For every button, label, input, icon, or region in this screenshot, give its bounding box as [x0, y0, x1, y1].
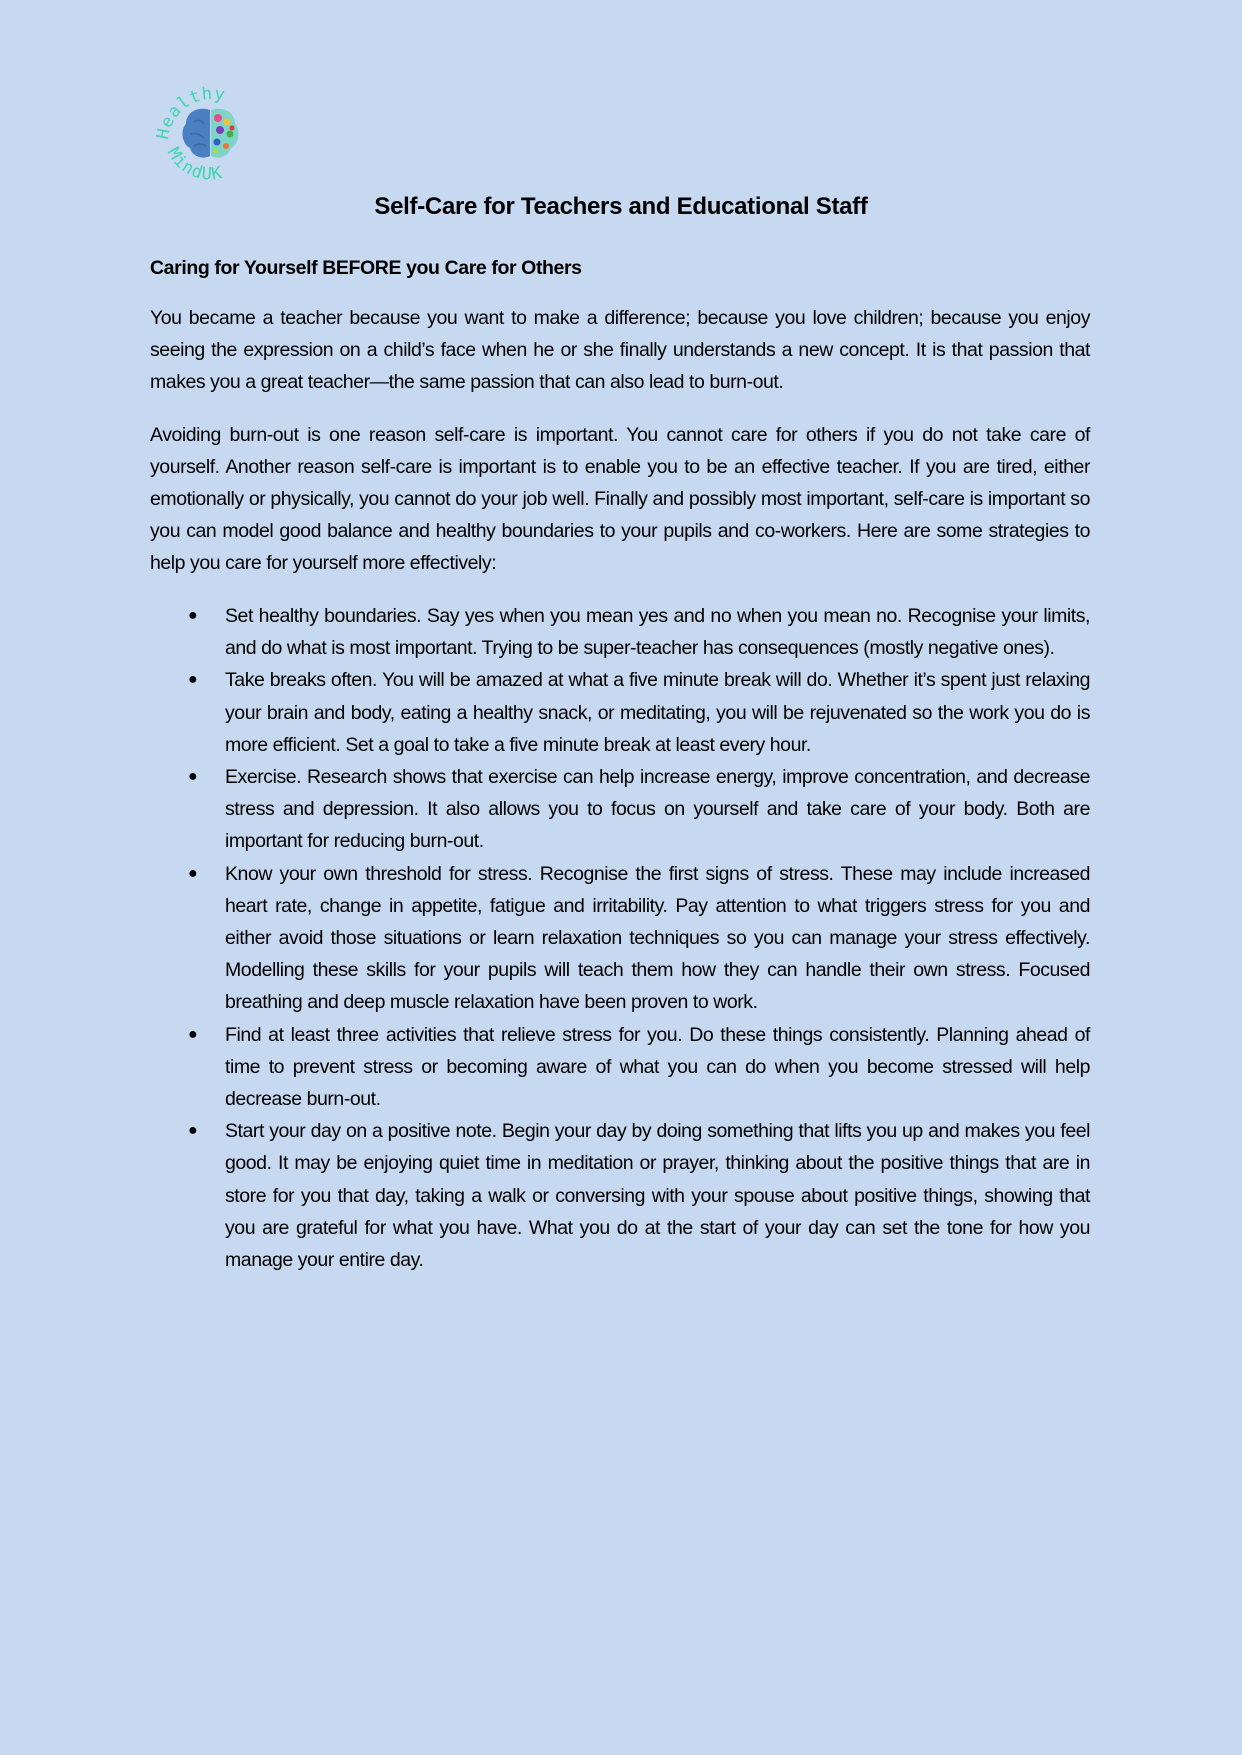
list-item-text: Take breaks often. You will be amazed at what a five minute break will do. Whether it’s spent just relaxing your brain and body, eating a healthy snack, or meditating, you will be rejuvenated so the work you do is more efficient. Set a goal to take a five minute break at least every hour.	[225, 669, 1090, 756]
list-item	[150, 858, 1090, 1019]
list-item	[150, 600, 1090, 664]
page-title: Self-Care for Teachers and Educational Staff	[374, 193, 868, 220]
list-item-text: Exercise. Research shows that exercise can help increase energy, improve concentration, and decrease stress and depression. It also allows you to focus on yourself and take care of your body. Both are important for reducing burn-out.	[225, 766, 1090, 853]
reasons-paragraph: Avoiding burn-out is one reason self-care is important. You cannot care for others if you do not take care of yourself. Another reason self-care is important is to enable you to be an effective teacher. If you are tired, either emotionally or physically, you cannot do your job well. Finally and possibly most important, self-care is important so you can model good balance and healthy boundaries to your pupils and co-workers. Here are some strategies to help you care for yourself more effectively:	[150, 424, 1090, 574]
bullet-icon: ●	[188, 671, 198, 689]
bullet-icon: ●	[188, 607, 198, 624]
section-subheading: Caring for Yourself BEFORE you Care for Others	[150, 257, 582, 279]
bullet-icon: ●	[188, 768, 198, 786]
list-item	[150, 1019, 1090, 1116]
document-body	[150, 253, 1090, 1276]
list-item-text: Set healthy boundaries. Say yes when you mean yes and no when you mean no. Recognise your limits, and do what is most important. Trying to be super-teacher has consequences (mostly negative ones).	[225, 605, 1090, 660]
svg-text:MindUK: MindUK	[162, 144, 225, 185]
list-item	[150, 664, 1090, 761]
list-item-text: Start your day on a positive note. Begin your day by doing something that lifts you up and makes you feel good. It may be enjoying quiet time in meditation or prayer, thinking about the positive things that are in store for you that day, taking a walk or conversing with your spouse about positive things, showing that you are grateful for what you have. What you do at the start of your day can set the tone for how you manage your entire day.	[225, 1120, 1090, 1272]
list-item-text: Find at least three activities that relieve stress for you. Do these things consistently. Planning ahead of time to prevent stress or becoming aware of what you can do when you become stressed will help decrease burn-out.	[225, 1023, 1090, 1111]
logo-brain-icon	[150, 72, 270, 192]
strategies-list	[150, 600, 1090, 1276]
list-item-text: Know your own threshold for stress. Recognise the first signs of stress. These may include increased heart rate, change in appetite, fatigue and irritability. Pay attention to what triggers stress for you and either avoid those situations or learn relaxation techniques so you can manage your stress effectively. Modelling these skills for your pupils will teach them how they can handle their own stress. Focused breathing and deep muscle relaxation have been proven to work.	[225, 862, 1090, 1014]
healthy-mind-uk-logo	[150, 72, 270, 192]
bullet-icon: ●	[188, 1025, 198, 1043]
bullet-icon: ●	[188, 864, 198, 882]
bullet-icon: ●	[188, 1122, 198, 1140]
intro-paragraph: You became a teacher because you want to make a difference; because you love children; because you enjoy seeing the expression on a child’s face when he or she finally understands a new concept. It is that passion that makes you a great teacher—the same passion that can also lead to burn-out.	[150, 307, 1090, 393]
svg-text:Healthy: Healthy	[153, 83, 228, 141]
list-item	[150, 1115, 1090, 1276]
list-item	[150, 761, 1090, 858]
